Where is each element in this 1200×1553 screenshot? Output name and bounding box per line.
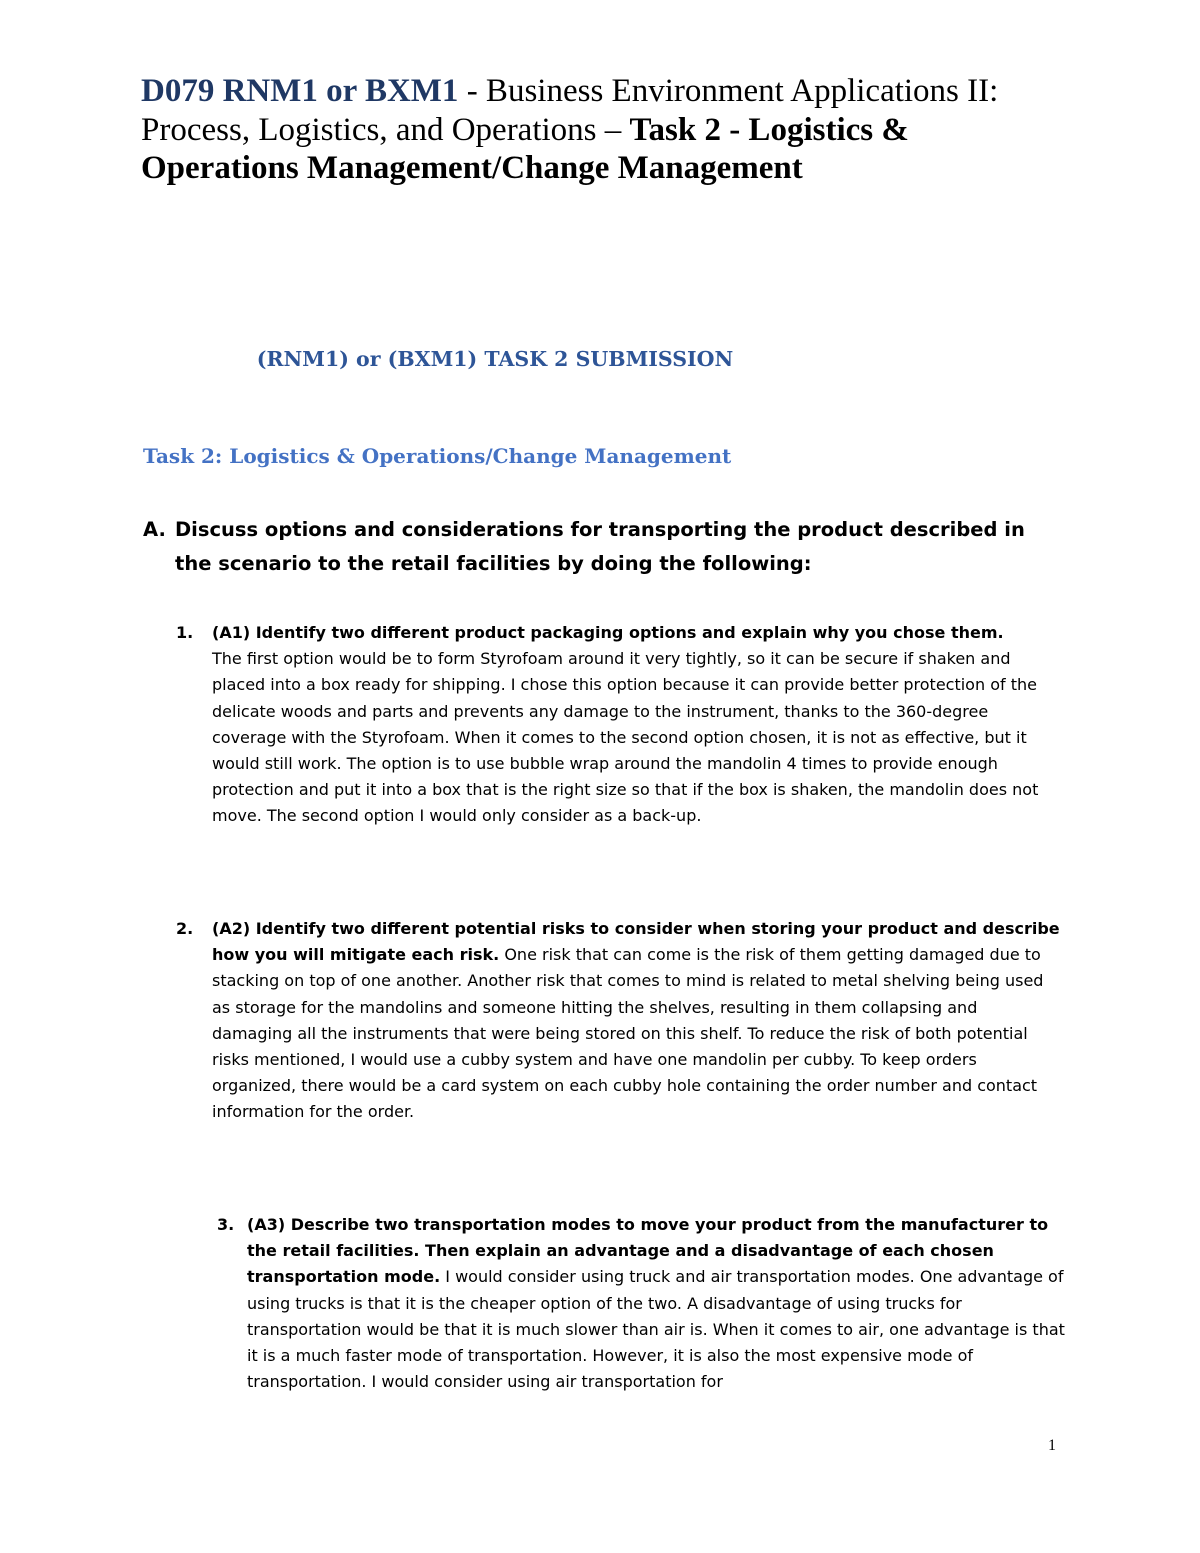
- item-number: 3.: [217, 1215, 235, 1234]
- section-letter: A.: [143, 518, 166, 541]
- task-heading: Task 2: Logistics & Operations/Change Management: [143, 444, 732, 468]
- section-a-prompt: [143, 513, 1063, 581]
- item-question: (A2) Identify two different potential risks to consider when storing your product and describe how you will mitigate each risk.: [212, 919, 1060, 965]
- item-answer: The first option would be to form Styrofoam around it very tightly, so it can be secure if shaken and placed into a box ready for shipping. I chose this option because it can provide better protection of the delicate woods and parts and prevents any damage to the instrument, thanks to the 360-degree coverage with the Styrofoam. When it comes to the second option chosen, it is not as effective, but it would still work. The option is to use bubble wrap around the mandolin 4 times to provide enough protection and put it into a box that is the right size so that if the box is shaken, the mandolin does not move. The second option I would only consider as a back-up.: [212, 649, 1039, 826]
- item-number: 1.: [176, 623, 194, 642]
- item-question: (A1) Identify two different product packaging options and explain why you chose them.: [212, 623, 1004, 642]
- list-item-a1: [176, 620, 1062, 830]
- course-code: D079 RNM1 or BXM1: [141, 73, 459, 109]
- course-name: - Business Environment Applications II: Process, Logistics, and Operations –: [141, 73, 999, 148]
- item-question: (A3) Describe two transportation modes to move your product from the manufacturer to the retail facilities. Then explain an advantage and a disadvantage of each chosen transportation mode.: [247, 1215, 1049, 1287]
- submission-heading: (RNM1) or (BXM1) TASK 2 SUBMISSION: [256, 347, 734, 371]
- page-number: 1: [1048, 1437, 1056, 1454]
- list-item-a2: [176, 916, 1062, 1126]
- section-prompt-line2: the scenario to the retail facilities by doing the following:: [175, 552, 812, 575]
- item-number: 2.: [176, 919, 194, 938]
- list-item-a3: [217, 1212, 1067, 1395]
- section-prompt-line1: Discuss options and considerations for transporting the product described in: [175, 518, 1025, 541]
- item-answer: I would consider using truck and air transportation modes. One advantage of using trucks is that it is the cheaper option of the two. A disadvantage of using trucks for transportation would be that it is much slower than air is. When it comes to air, one advantage is that it is a much faster mode of transportation. However, it is also the most expensive mode of transportation. I would consider using air transportation for: [247, 1267, 1065, 1392]
- document-title: [141, 72, 1041, 188]
- item-answer: One risk that can come is the risk of them getting damaged due to stacking on top of one another. Another risk that comes to mind is related to metal shelving being used as storage for the mandolins and someone hitting the shelves, resulting in them collapsing and damaging all the instruments that were being stored on this shelf. To reduce the risk of both potential risks mentioned, I would use a cubby system and have one mandolin per cubby. To keep orders organized, there would be a card system on each cubby hole containing the order number and contact information for the order.: [212, 945, 1044, 1122]
- task-title: Task 2 - Logistics & Operations Management/Change Management: [141, 111, 909, 186]
